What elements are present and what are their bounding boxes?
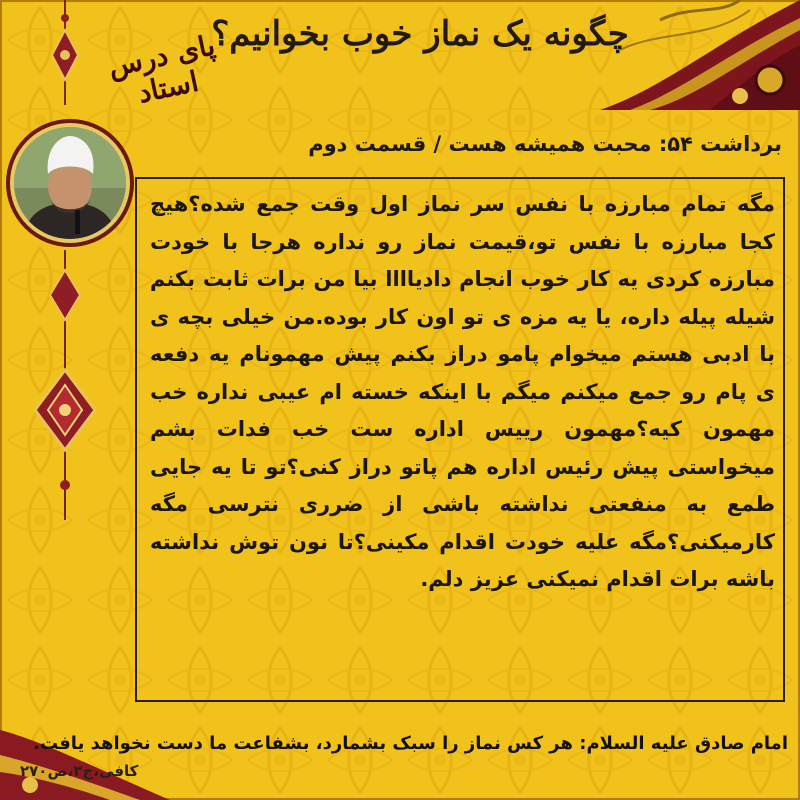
quote-source: کافی،ج۳،ص۲۷۰: [20, 762, 139, 780]
hadith-quote: امام صادق علیه السلام: هر کس نماز را سبک بشمارد، بشفاعت ما دست نخواهد یافت.: [33, 733, 788, 754]
hanging-ornament-icon: [40, 0, 90, 105]
content-paragraph: مگه تمام مبارزه با نفس سر نماز اول وقت جمع شده؟هیچ کجا مبارزه با نفس تو،قیمت نماز رو نداره هرجا با خودت مبارزه کردی یه کار خوب انجام دادیاااا بیا من برات ثابت بکنم شیله پیله داره، یا یه مزه ی تو اون کار بوده.من خیلی بچه ی با ادبی هستم میخوام پامو دراز بکنم پیش مهمونام یه دفعه ی پام رو جمع میکنم میگم با اینکه خسته ام عیبی نداره خب مهمون کیه؟مهمون رییس اداره ست خب فدات بشم میخواستی پیش رئیس اداره هم پاتو دراز کنی؟تو تا یه جایی طمع به منفعتی نداشته باشی از ضرری نترسی مگه کارمیکنی؟مگه علیه خودت اقدام مکینی؟تا نون توش نداشته باشه برات اقدام نمیکنی عزیز دلم.: [150, 192, 775, 591]
page-title: چگونه یک نماز خوب بخوانیم؟: [211, 14, 629, 54]
brand-logo: پای درس استاد: [105, 28, 218, 110]
corner-ornament-bottom-left: [0, 720, 170, 800]
hanging-lantern-icon: [30, 250, 100, 520]
avatar: [5, 118, 135, 248]
section-subtitle: برداشت ۵۴: محبت همیشه هست / قسمت دوم: [308, 132, 782, 156]
